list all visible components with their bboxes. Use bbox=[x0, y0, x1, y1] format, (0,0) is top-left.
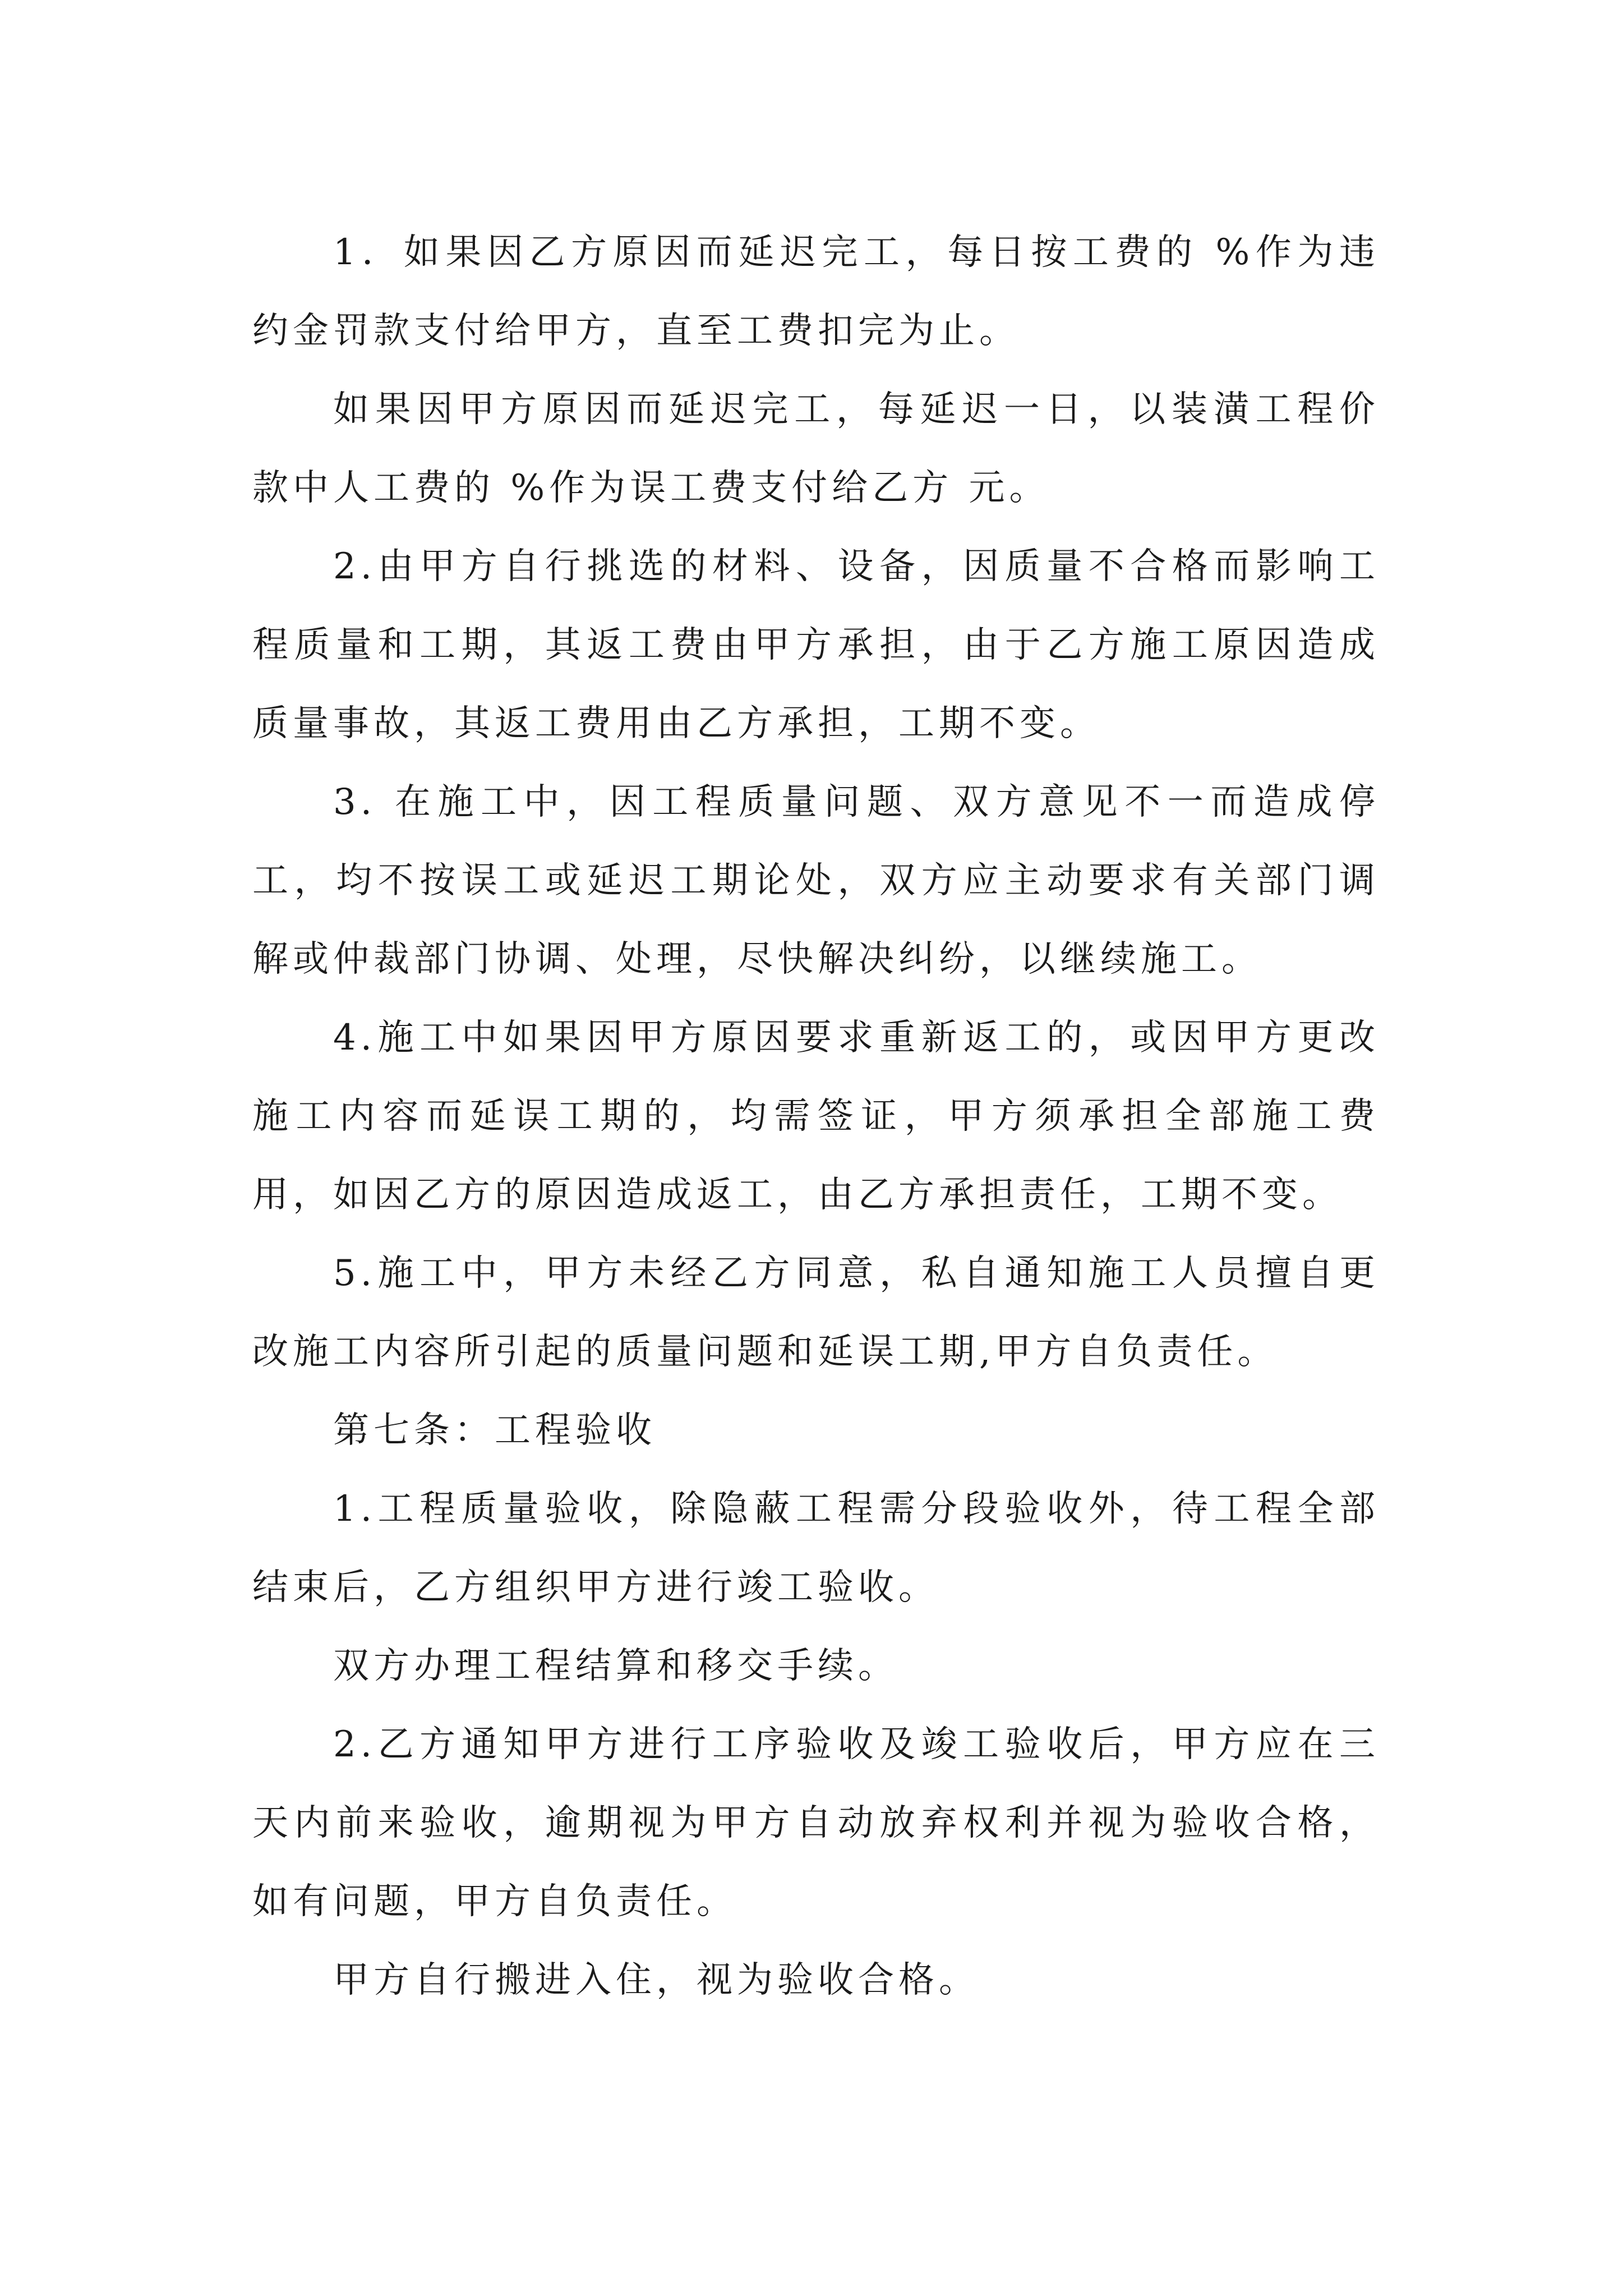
paragraph-delay-penalty-contractor: 1．如果因乙方原因而延迟完工，每日按工费的 %作为违约金罚款支付给甲方，直至工费扣完为止。 bbox=[252, 232, 1380, 352]
document-body bbox=[252, 213, 1380, 2019]
paragraph-quality-acceptance: 1.工程质量验收，除隐蔽工程需分段验收外，待工程全部结束后，乙方组织甲方进行竣工验收。 bbox=[252, 1488, 1380, 1608]
paragraph-material-quality: 2.由甲方自行挑选的材料、设备，因质量不合格而影响工程质量和工期，其返工费由甲方承担，由于乙方施工原因造成质量事故，其返工费用由乙方承担，工期不变。 bbox=[252, 546, 1380, 744]
paragraph-settlement: 双方办理工程结算和移交手续。 bbox=[333, 1645, 898, 1687]
paragraph-work-stoppage: 3. 在施工中，因工程质量问题、双方意见不一而造成停工，均不按误工或延迟工期论处，双方应主动要求有关部门调解或仲裁部门协调、处理，尽快解决纠纷，以继续施工。 bbox=[252, 781, 1380, 980]
paragraph-acceptance-deadline: 2.乙方通知甲方进行工序验收及竣工验收后，甲方应在三天内前来验收，逾期视为甲方自动放弃权利并视为验收合格，如有问题，甲方自负责任。 bbox=[252, 1724, 1380, 1922]
paragraph-delay-penalty-owner: 如果因甲方原因而延迟完工，每延迟一日，以装潢工程价款中人工费的 %作为误工费支付给乙方 元。 bbox=[252, 389, 1380, 509]
paragraph-unauthorized-changes: 5.施工中，甲方未经乙方同意，私自通知施工人员擅自更改施工内容所引起的质量问题和延误工期,甲方自负责任。 bbox=[252, 1253, 1380, 1373]
paragraph-move-in: 甲方自行搬进入住，视为验收合格。 bbox=[333, 1959, 979, 2001]
section-heading-acceptance: 第七条：工程验收 bbox=[333, 1410, 656, 1451]
paragraph-rework: 4.施工中如果因甲方原因要求重新返工的，或因甲方更改施工内容而延误工期的，均需签证，甲方须承担全部施工费用，如因乙方的原因造成返工，由乙方承担责任，工期不变。 bbox=[252, 1017, 1380, 1216]
